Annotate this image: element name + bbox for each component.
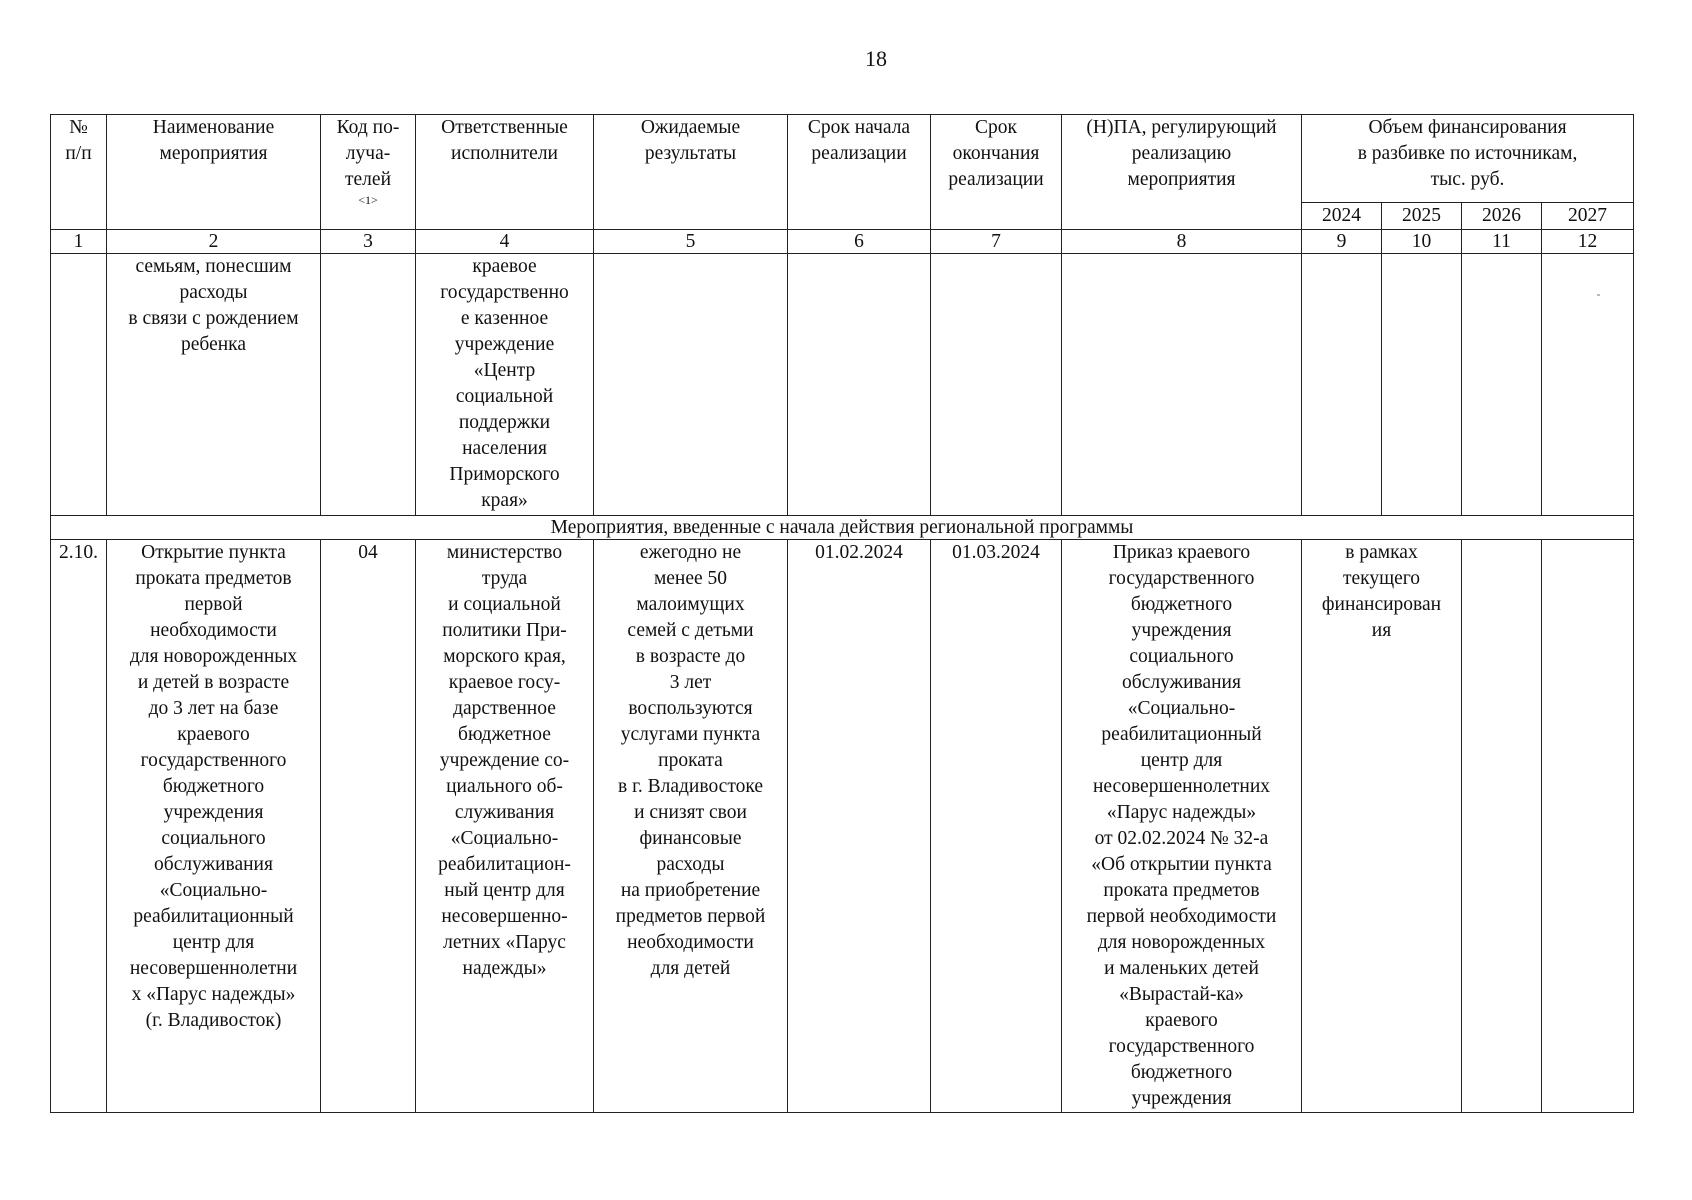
cell-code <box>321 254 416 516</box>
column-number: 9 <box>1302 230 1382 254</box>
cell-funding-2024: в рамках текущего финансирован ия <box>1302 540 1462 1113</box>
cell-funding-2024 <box>1302 254 1382 516</box>
column-number: 8 <box>1062 230 1302 254</box>
table-row <box>51 540 1634 1113</box>
column-number: 5 <box>594 230 788 254</box>
cell-start <box>788 254 931 516</box>
cell-name: Открытие пункта проката предметов первой необходимости для новорожденных и детей в возрасте до 3 лет на базе краевого государственного бюджетного учреждения социального обслуживания «Социально- реабилитационный центр для несовершеннолетни х «Парус надежды» (г. Владивосток) <box>107 540 321 1113</box>
cell-funding-2026 <box>1462 540 1542 1113</box>
header-end: Срок окончания реализации <box>931 115 1062 230</box>
header-year-2026: 2026 <box>1462 203 1542 230</box>
cell-responsible: министерство труда и социальной политики При- морского края, краевое госу- дарственное бюджетное учреждение со- циального об- служивания «Социально- реабилитацион- ный центр для несовершенно- летних «Парус надежды» <box>416 540 594 1113</box>
cell-funding-2027 <box>1542 254 1634 516</box>
column-number: 7 <box>931 230 1062 254</box>
cell-code: 04 <box>321 540 416 1113</box>
cell-num <box>51 254 107 516</box>
column-numbers-row <box>51 230 1634 254</box>
column-number: 12 <box>1542 230 1634 254</box>
cell-funding-2027 <box>1542 540 1634 1113</box>
header-year-2024: 2024 <box>1302 203 1382 230</box>
header-num: № п/п <box>51 115 107 230</box>
cell-name: семьям, понесшим расходы в связи с рождением ребенка <box>107 254 321 516</box>
header-code-note: <1> <box>358 193 378 207</box>
cell-results: ежегодно не менее 50 малоимущих семей с детьми в возрасте до 3 лет воспользуются услугами пункта проката в г. Владивостоке и снизят свои финансовые расходы на приобретение предметов первой необходимости для детей <box>594 540 788 1113</box>
cell-funding-2025 <box>1382 254 1462 516</box>
scan-speck <box>1597 294 1600 296</box>
header-npa: (Н)ПА, регулирующий реализацию мероприятия <box>1062 115 1302 230</box>
column-number: 10 <box>1382 230 1462 254</box>
header-code: Код по- луча- телей <1> <box>321 115 416 230</box>
cell-npa: Приказ краевого государственного бюджетного учреждения социального обслуживания «Социально- реабилитационный центр для несовершеннолетних «Парус надежды» от 02.02.2024 № 32-а «Об открытии пункта проката предметов первой необходимости для новорожденных и маленьких детей «Вырастай-ка» краевого государственного бюджетного учреждения <box>1062 540 1302 1113</box>
header-start: Срок начала реализации <box>788 115 931 230</box>
measures-table <box>50 114 1634 1113</box>
header-name: Наименование мероприятия <box>107 115 321 230</box>
section-title: Мероприятия, введенные с начала действия региональной программы <box>51 516 1634 540</box>
cell-num: 2.10. <box>51 540 107 1113</box>
cell-responsible: краевое государственно е казенное учреждение «Центр социальной поддержки населения Приморского края» <box>416 254 594 516</box>
header-year-2027: 2027 <box>1542 203 1634 230</box>
cell-funding-2026 <box>1462 254 1542 516</box>
cell-npa <box>1062 254 1302 516</box>
header-row-top <box>51 115 1634 203</box>
section-row <box>51 516 1634 540</box>
cell-start: 01.02.2024 <box>788 540 931 1113</box>
header-funding: Объем финансирования в разбивке по источникам, тыс. руб. <box>1302 115 1634 203</box>
column-number: 3 <box>321 230 416 254</box>
column-number: 6 <box>788 230 931 254</box>
header-year-2025: 2025 <box>1382 203 1462 230</box>
column-number: 1 <box>51 230 107 254</box>
column-number: 2 <box>107 230 321 254</box>
header-results: Ожидаемые результаты <box>594 115 788 230</box>
column-number: 11 <box>1462 230 1542 254</box>
page-number: 18 <box>865 46 887 71</box>
continuation-row <box>51 254 1634 516</box>
header-responsible: Ответственные исполнители <box>416 115 594 230</box>
cell-end <box>931 254 1062 516</box>
column-number: 4 <box>416 230 594 254</box>
cell-results <box>594 254 788 516</box>
cell-end: 01.03.2024 <box>931 540 1062 1113</box>
